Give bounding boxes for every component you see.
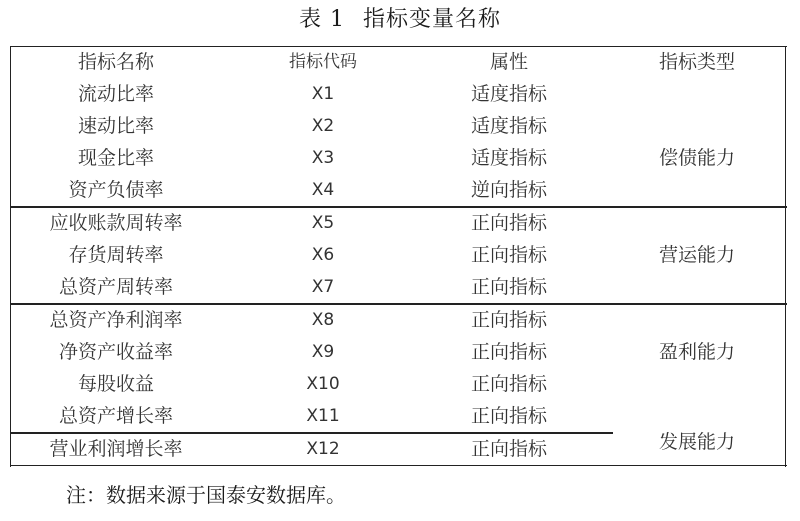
table-footnote: 注：数据来源于国泰安数据库。 xyxy=(66,483,346,507)
table-title: 指标变量名称 xyxy=(362,7,501,32)
header-indicator-name: 指标名称 xyxy=(77,51,154,73)
indicator-table xyxy=(10,46,786,467)
table-number: 表 1 xyxy=(298,7,345,32)
row-6-code: X6 xyxy=(311,245,335,265)
row-4-code: X4 xyxy=(311,180,335,200)
row-9-attribute: 正向指标 xyxy=(470,341,547,363)
row-7-attribute: 正向指标 xyxy=(470,276,547,298)
row-1-code: X1 xyxy=(311,84,335,104)
row-2-name: 速动比率 xyxy=(77,115,154,137)
row-4-name: 资产负债率 xyxy=(68,179,164,201)
table-caption xyxy=(0,6,800,34)
header-indicator-code: 指标代码 xyxy=(289,52,357,72)
row-5-name: 应收账款周转率 xyxy=(49,212,183,234)
header-indicator-type: 指标类型 xyxy=(658,51,735,73)
row-8-code: X8 xyxy=(311,310,335,330)
group-development: 发展能力 xyxy=(658,431,735,453)
table-bottom-rule xyxy=(11,465,787,466)
row-8-name: 总资产净利润率 xyxy=(49,309,183,331)
row-4-attribute: 逆向指标 xyxy=(470,179,547,201)
row-10-attribute: 正向指标 xyxy=(470,373,547,395)
row-12-attribute: 正向指标 xyxy=(470,438,547,460)
row-11-code: X11 xyxy=(306,406,340,426)
row-3-name: 现金比率 xyxy=(77,147,154,169)
row-10-code: X10 xyxy=(306,374,340,394)
group-solvency: 偿债能力 xyxy=(658,147,735,169)
group-operating: 营运能力 xyxy=(658,244,735,266)
row-9-code: X9 xyxy=(311,342,335,362)
row-11-name: 总资产增长率 xyxy=(58,405,173,427)
row-3-code: X3 xyxy=(311,148,335,168)
row-7-code: X7 xyxy=(311,277,335,297)
row-5-code: X5 xyxy=(311,213,335,233)
row-3-attribute: 适度指标 xyxy=(470,147,547,169)
row-7-name: 总资产周转率 xyxy=(58,276,173,298)
row-10-name: 每股收益 xyxy=(77,373,154,395)
header-attribute: 属性 xyxy=(489,51,528,73)
row-1-name: 流动比率 xyxy=(77,83,154,105)
row-2-code: X2 xyxy=(311,116,335,136)
row-8-attribute: 正向指标 xyxy=(470,309,547,331)
group-profitability: 盈利能力 xyxy=(658,341,735,363)
row-6-attribute: 正向指标 xyxy=(470,244,547,266)
row-2-attribute: 适度指标 xyxy=(470,115,547,137)
row-9-name: 净资产收益率 xyxy=(58,341,173,363)
row-6-name: 存货周转率 xyxy=(68,244,164,266)
row-1-attribute: 适度指标 xyxy=(470,83,547,105)
row-12-name: 营业利润增长率 xyxy=(49,438,183,460)
row-11-attribute: 正向指标 xyxy=(470,405,547,427)
row-5-attribute: 正向指标 xyxy=(470,212,547,234)
row-12-code: X12 xyxy=(306,439,340,459)
